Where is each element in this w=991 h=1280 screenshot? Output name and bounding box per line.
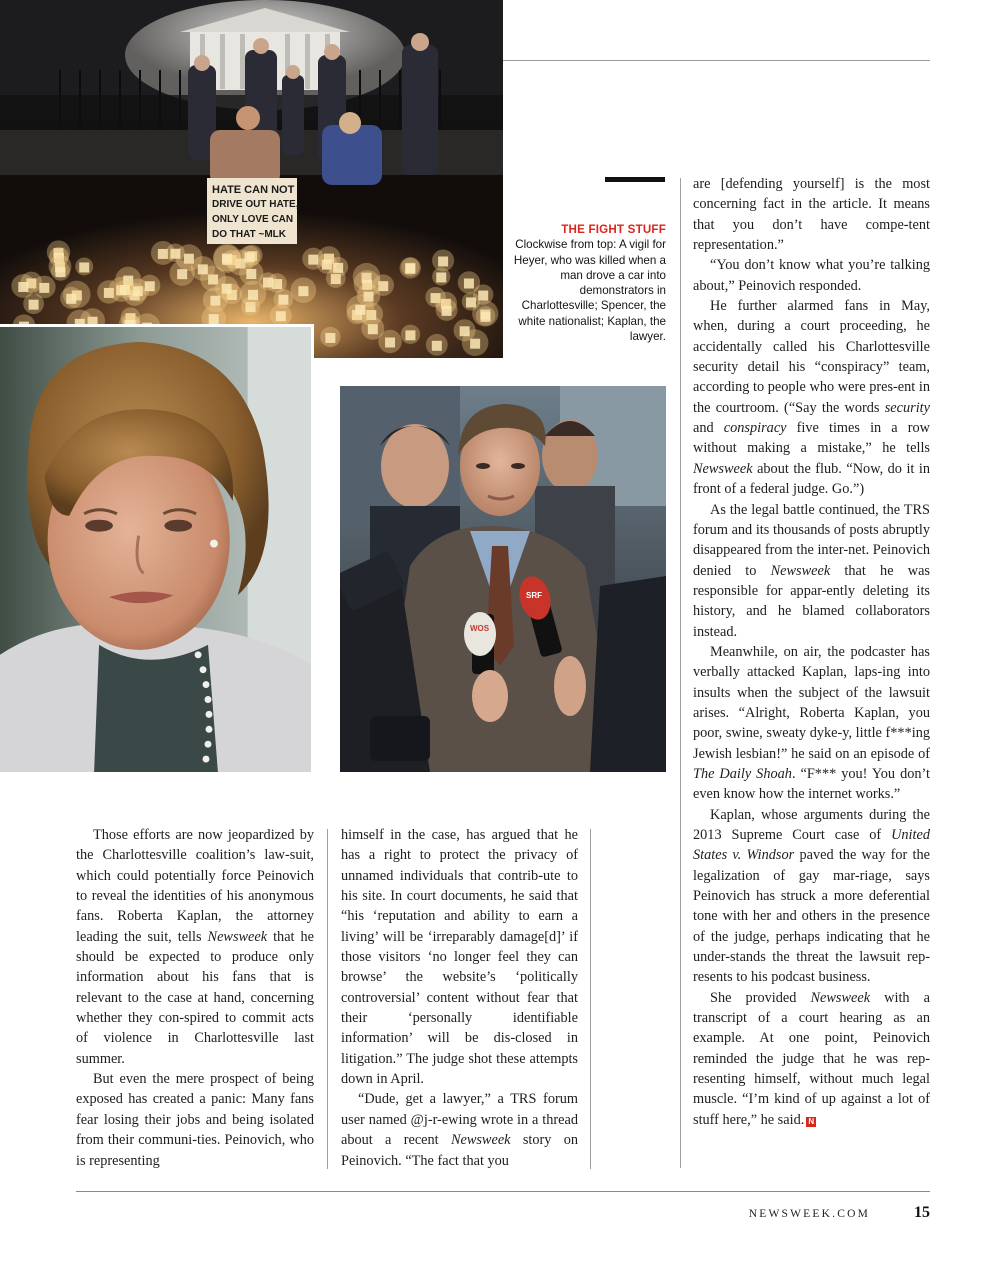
col3-paragraph-3: He further alarmed fans in May, when, during a court proceeding, he accidentally called his Charlottesville security detail his “conspiracy” team, according to people who were pres-ent in the courtroom. (“Say the words security and conspiracy five times in a row without making a mistake,” he tells Newsweek about the flub. “Now, do it in front of a federal judge. Go.”) — [693, 298, 931, 498]
photo-caption — [505, 222, 666, 344]
page-number: 15 — [914, 1204, 930, 1221]
sign-line-1: HATE CAN NOT — [212, 184, 295, 196]
caption-text: Clockwise from top: A vigil for Heyer, who was killed when a man drove a car into demonstrators in Charlottesville; Spencer, the white nationalist; Kaplan, the lawyer. — [513, 238, 666, 344]
col1-paragraph-1: Those efforts are now jeopardized by the Charlottesville coalition’s law-suit, which could potentially force Peinovich to reveal the identities of his anonymous fans. Roberta Kaplan, the attorney leading the suit, tells Newsweek that he should be expected to produce only information about his fans that is relevant to the case at hand, concerning whether they con-spired to commit acts of violence in Charlottesville last summer. — [76, 827, 314, 1067]
col3-paragraph-1: are [defending yourself] is the most concerning fact in the article. It means that you don’t have compe-tent representation.” — [693, 176, 930, 254]
article-column-3 — [693, 174, 930, 1130]
caption-bar — [605, 177, 665, 182]
column-divider-2 — [590, 829, 591, 1169]
col2-paragraph-1: himself in the case, has argued that he has a right to protect the privacy of unnamed individuals that contrib-ute to his site. In court documents, he said that “his ‘reputation and ability to earn a living’ will be ‘irreparably damage[d]’ if those visitors ‘no longer feel they can browse’ the website’s ‘politically controversial’ content without fear that their ‘personally identifiable information’ will be dis-closed in litigation.” The judge shot these attempts down in April. — [341, 827, 578, 1088]
col2-paragraph-2: “Dude, get a lawyer,” a TRS forum user named @j-r-ewing wrote in a thread about a recent Newsweek story on Peinovich. “The fact that you — [341, 1091, 579, 1169]
article-column-2 — [341, 825, 578, 1171]
article-column-1 — [76, 825, 314, 1171]
spencer-photo — [340, 386, 666, 772]
sign-line-2: DRIVE OUT HATE, — [212, 199, 299, 210]
caption-kicker: THE FIGHT STUFF — [561, 223, 666, 236]
mic-logo-wos: WOS — [470, 624, 490, 633]
vigil-photo — [0, 0, 503, 358]
top-rule — [503, 60, 930, 61]
end-mark-icon: N — [806, 1117, 816, 1127]
sign-line-4: DO THAT ~MLK — [212, 229, 286, 240]
col1-paragraph-2: But even the mere prospect of being exposed has created a panic: Many fans fear losing their jobs and being isolated from their communi-ties. Peinovich, who is representing — [76, 1071, 314, 1169]
col3-paragraph-5: Meanwhile, on air, the podcaster has verbally attacked Kaplan, laps-ing into insults when the subject of the lawsuit arises. “Alright, Roberta Kaplan, you poor, swine, sweaty dyke-y, little f***ing Jewish lesbian!” he said on an episode of The Daily Shoah. “F*** you! You don’t even know how the internet works.” — [693, 643, 930, 803]
footer-rule — [76, 1191, 930, 1192]
col3-paragraph-2: “You don’t know what you’re talking about,” Peinovich responded. — [693, 257, 930, 294]
folio-site: NEWSWEEK.COM — [748, 1208, 870, 1220]
col3-paragraph-6: Kaplan, whose arguments during the 2013 Supreme Court case of United States v. Windsor paved the way for the legalization of gay mar-riage, says Peinovich has struck a more deferential tone with her and others in the presence of the judge, perhaps indicating that he under-stands the threat the lawsuit rep-resents to his podcast business. — [693, 806, 931, 986]
col3-paragraph-4: As the legal battle continued, the TRS forum and its thousands of posts abruptly disappeared from the inter-net. Peinovich denied to Newsweek that he was responsible for appar-ently deleting its history, and he blamed collaborators instead. — [693, 501, 930, 640]
column-divider-1 — [327, 829, 328, 1169]
mic-logo-srf: SRF — [526, 591, 542, 600]
kaplan-photo — [0, 324, 314, 772]
column-divider-3 — [680, 178, 681, 1168]
col3-paragraph-7: She provided Newsweek with a transcript of a court hearing as an example. At one point, Peinovich reminded the judge that he was rep-resenting himself, without much legal muscle. “I’m kind of up against a lot of stuff here,” he said. N — [693, 989, 931, 1128]
sign-line-3: ONLY LOVE CAN — [212, 214, 294, 225]
